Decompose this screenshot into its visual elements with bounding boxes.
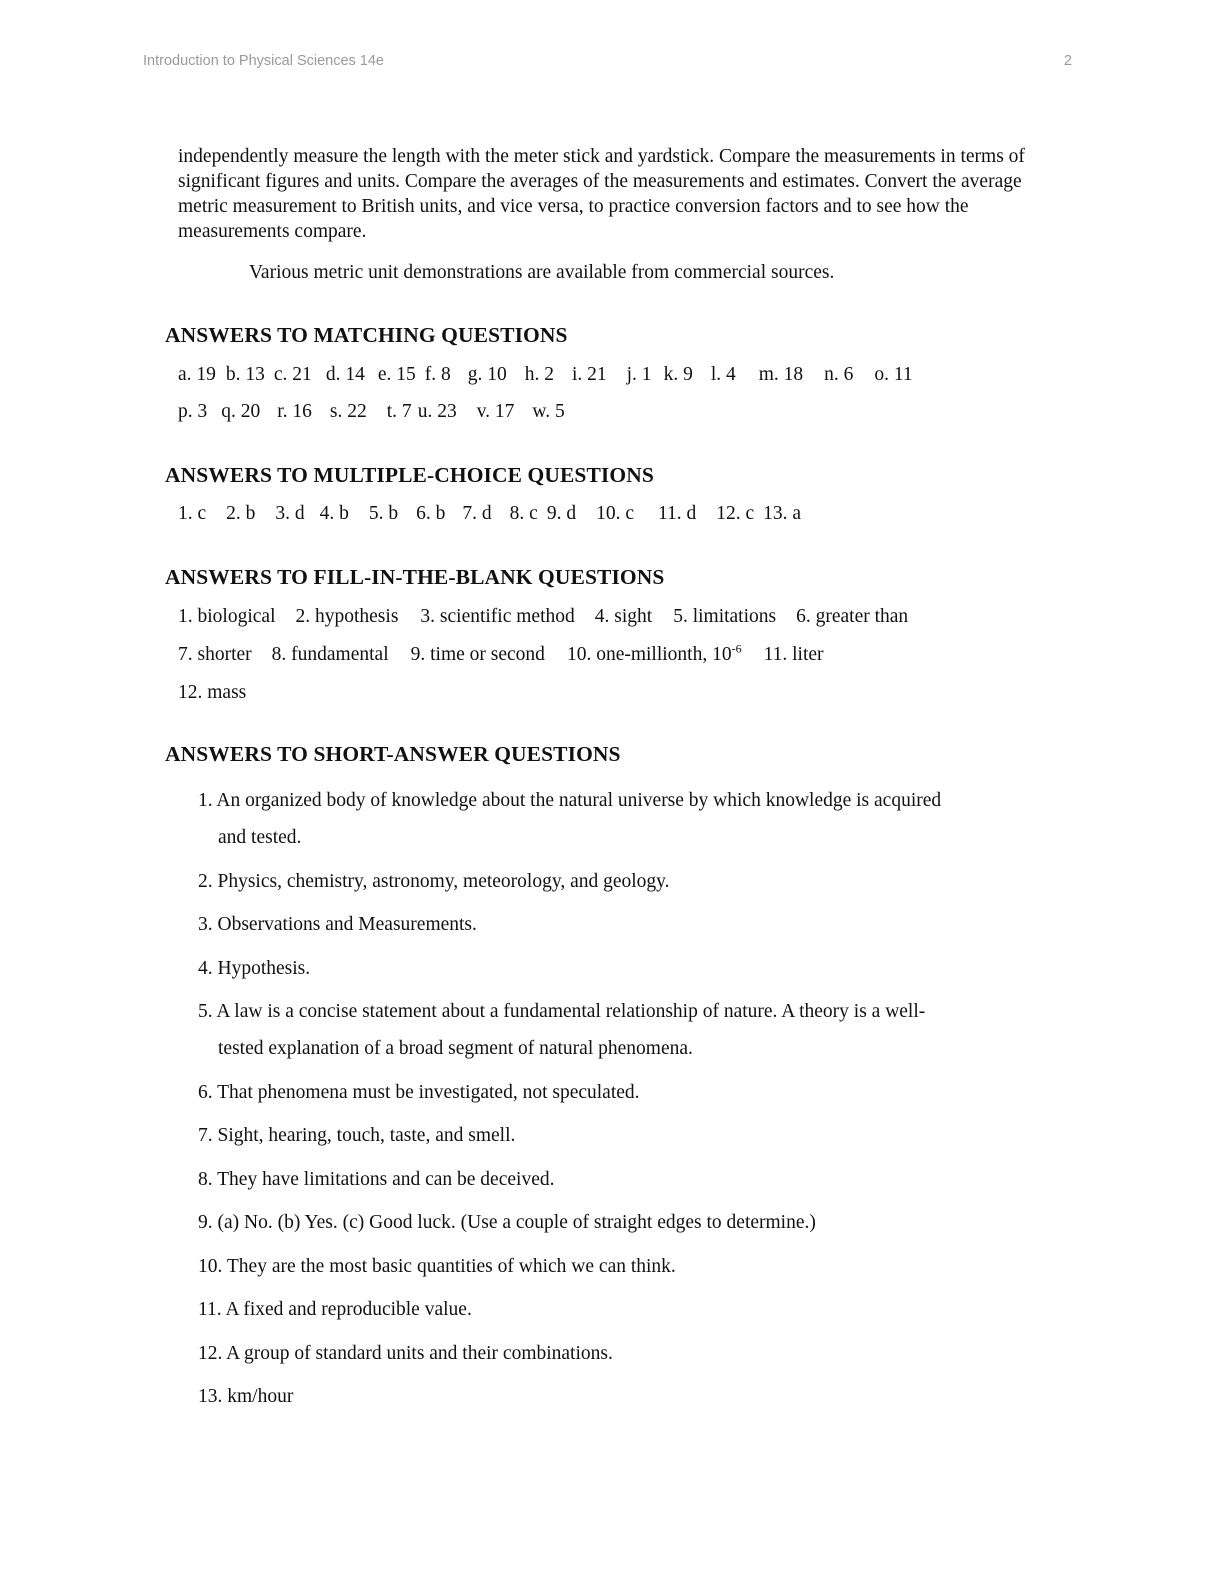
matching-answer: g. 10: [467, 364, 507, 385]
fill-blank-answer: 7. shorter: [178, 644, 252, 665]
page-number: 2: [1063, 53, 1072, 69]
short-answer-item: 7. Sight, hearing, touch, taste, and smell.: [198, 1125, 516, 1146]
matching-answer: j. 1: [626, 364, 652, 385]
matching-answer: e. 15: [377, 364, 416, 385]
matching-heading: ANSWERS TO MATCHING QUESTIONS: [165, 323, 568, 347]
running-header: [143, 53, 1072, 73]
multiple-choice-answer: 8. c: [509, 503, 538, 524]
matching-answer: p. 3: [178, 401, 208, 422]
matching-answer: r. 16: [277, 401, 312, 422]
fill-blank-answers-row-2: [178, 642, 824, 668]
matching-answer: q. 20: [221, 401, 261, 422]
short-answer-item: 11. A fixed and reproducible value.: [198, 1299, 472, 1320]
multiple-choice-answer: 10. c: [596, 503, 634, 524]
fill-blank-answer: 6. greater than: [796, 606, 909, 627]
matching-answer: a. 19: [178, 364, 216, 385]
multiple-choice-answer: 13. a: [763, 503, 802, 524]
exponent: -6: [731, 641, 742, 656]
fill-blank-answer: 4. sight: [594, 606, 653, 627]
book-title: Introduction to Physical Sciences 14e: [143, 53, 384, 69]
short-answer-item: 8. They have limitations and can be deceived.: [198, 1168, 555, 1190]
matching-answer: f. 8: [424, 364, 451, 385]
short-answer-item: 12. A group of standard units and their combinations.: [198, 1342, 613, 1364]
short-answer-item: 6. That phenomena must be investigated, not speculated.: [198, 1081, 640, 1103]
multiple-choice-answer: 1. c: [178, 503, 207, 524]
multiple-choice-answer: 9. d: [546, 503, 577, 524]
fill-blank-answer: 12. mass: [178, 682, 247, 703]
matching-answer: v. 17: [476, 401, 515, 422]
short-answer-item: 3. Observations and Measurements.: [198, 914, 477, 935]
matching-answer: l. 4: [710, 364, 736, 385]
matching-answer: t. 7: [386, 401, 412, 422]
fill-blank-heading: ANSWERS TO FILL-IN-THE-BLANK QUESTIONS: [165, 565, 665, 589]
matching-answer: k. 9: [663, 364, 693, 385]
short-answer-heading: ANSWERS TO SHORT-ANSWER QUESTIONS: [165, 742, 621, 766]
short-answer-item: 2. Physics, chemistry, astronomy, meteorology, and geology.: [198, 870, 670, 892]
multiple-choice-answer: 12. c: [716, 503, 755, 524]
matching-answer: i. 21: [571, 364, 607, 385]
short-answer-list: [198, 782, 1048, 1422]
matching-answer: u. 23: [417, 401, 457, 422]
multiple-choice-answer: 7. d: [462, 503, 492, 524]
short-answer-item: 5. A law is a concise statement about a fundamental relationship of nature. A theory is a well- tested explanation of a broad segment of natural phenomena.: [198, 1001, 926, 1059]
multiple-choice-answer: 6. b: [416, 503, 446, 524]
matching-answer: w. 5: [532, 401, 565, 422]
fill-blank-answer: 3. scientific method: [420, 606, 575, 627]
short-answer-item: 10. They are the most basic quantities of which we can think.: [198, 1255, 676, 1277]
intro-note: Various metric unit demonstrations are available from commercial sources.: [249, 262, 835, 283]
matching-answers-row-1: [178, 362, 913, 388]
fill-blank-answer: 11. liter: [763, 644, 824, 665]
fill-blank-answers-row-3: [178, 680, 246, 706]
multiple-choice-answer: 11. d: [657, 503, 697, 524]
short-answer-item: 9. (a) No. (b) Yes. (c) Good luck. (Use a couple of straight edges to determine.): [198, 1212, 816, 1233]
matching-answer: s. 22: [329, 401, 367, 422]
matching-answer: n. 6: [824, 364, 854, 385]
multiple-choice-answer: 4. b: [319, 503, 349, 524]
matching-answers-row-2: [178, 399, 565, 425]
fill-blank-answer: 8. fundamental: [271, 644, 389, 665]
multiple-choice-answer: 3. d: [275, 503, 305, 524]
multiple-choice-answers-row: [178, 501, 801, 527]
short-answer-item: 1. An organized body of knowledge about the natural universe by which knowledge is acquired and tested.: [198, 790, 942, 848]
matching-answer: b. 13: [225, 364, 265, 385]
fill-blank-answer: 1. biological: [178, 606, 276, 627]
matching-answer: c. 21: [273, 364, 312, 385]
multiple-choice-heading: ANSWERS TO MULTIPLE-CHOICE QUESTIONS: [165, 463, 654, 487]
intro-paragraph: independently measure the length with the meter stick and yardstick. Compare the measurements in terms of significant figures and units. Compare the averages of the measurements and estimates. Convert the average metric measurement to British units, and vice versa, to practice conversion factors and to see how the measurements compare.: [178, 146, 1025, 242]
matching-answer: d. 14: [325, 364, 365, 385]
short-answer-item: 4. Hypothesis.: [198, 957, 311, 979]
multiple-choice-answer: 5. b: [368, 503, 399, 524]
fill-blank-answer: 9. time or second: [410, 644, 545, 665]
fill-blank-answer: 5. limitations: [673, 606, 777, 627]
short-answer-item: 13. km/hour: [198, 1386, 294, 1407]
fill-blank-answer: 2. hypothesis: [295, 606, 399, 627]
multiple-choice-answer: 2. b: [226, 503, 256, 524]
fill-blank-answers-row-1: [178, 604, 908, 630]
matching-answer: h. 2: [524, 364, 554, 385]
fill-blank-answer: 10. one-millionth, $10^{-6}$: [566, 641, 742, 665]
matching-answer: o. 11: [874, 364, 913, 385]
matching-answer: m. 18: [758, 364, 804, 385]
